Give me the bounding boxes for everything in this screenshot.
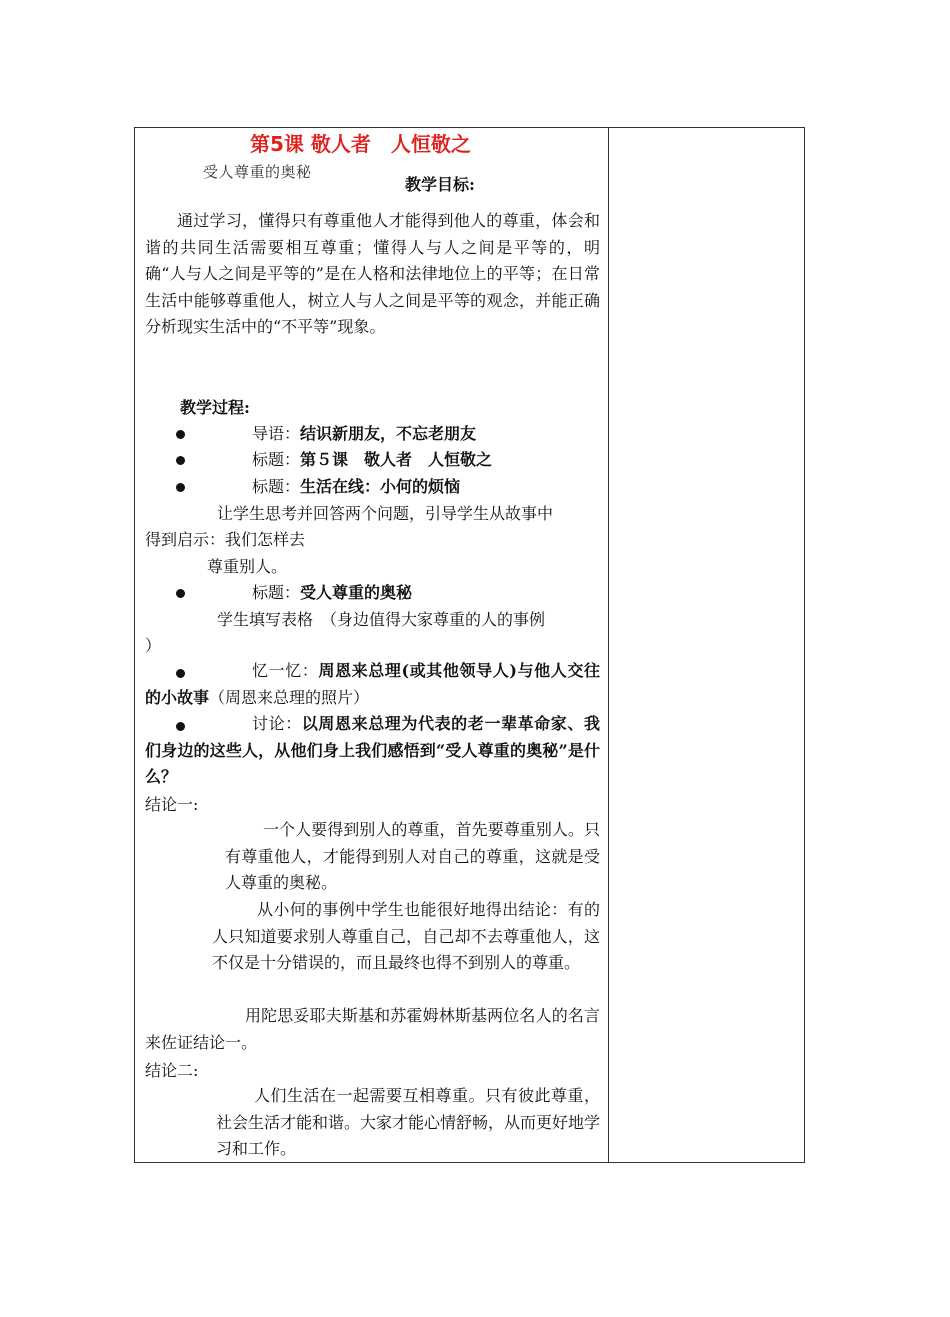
bullet-dot [176, 456, 185, 465]
item-text: 第５课 敬人者 人恒敬之 [300, 450, 493, 469]
item-text: 以周恩来总理为代表的老一辈革命家、我们身边的这些人，从他们身上我们感悟到“受人尊重的奥秘”是什么？ [145, 714, 600, 786]
item-title [252, 451, 492, 469]
story-line-1: 让学生思考并回答两个问题，引导学生从故事中 [217, 504, 554, 523]
item-discussion [145, 711, 600, 791]
story-line-2: 得到启示：我们怎样去 [145, 530, 306, 549]
item-text: 生活在线：小何的烦恼 [300, 477, 461, 496]
lesson-title: 第5课 敬人者 人恒敬之 [250, 132, 471, 156]
item-recall [145, 658, 600, 711]
item-text: 结识新朋友，不忘老朋友 [300, 424, 477, 443]
item-label: 标题： [252, 477, 301, 496]
item-label: 讨论： [252, 714, 302, 733]
bullet-dot [176, 589, 185, 598]
story-line-3: 尊重别人。 [207, 557, 288, 576]
column-divider [608, 128, 609, 1162]
conclusion-2-paragraph: 人们生活在一起需要互相尊重。只有彼此尊重，社会生活才能和谐。大家才能心情舒畅，从而更好地学习和工作。 [216, 1086, 601, 1158]
bullet-dot [176, 430, 185, 439]
item-label: 标题： [252, 450, 301, 469]
table-line-2: ） [145, 636, 162, 655]
item-text: 周恩来总理(或其他领导人)与他人交往的小故事 [145, 661, 600, 707]
conclusion-1-paragraph-1: 一个人要得到别人的尊重，首先要尊重别人。只有尊重他人，才能得到别人对自己的尊重，这就是受人尊重的奥秘。 [225, 820, 600, 892]
bullet-dot [176, 483, 185, 492]
lesson-table [134, 127, 805, 1163]
objectives-heading: 教学目标: [405, 175, 475, 194]
item-life-online [252, 478, 460, 496]
item-intro [252, 425, 476, 443]
objectives-paragraph: 通过学习，懂得只有尊重他人才能得到他人的尊重，体会和谐的共同生活需要相互尊重；懂得人与人之间是平等的，明确“人与人之间是平等的”是在人格和法律地位上的平等；在日常生活中能够尊重他人，树立人与人之间是平等的观念，并能正确分析现实生活中的“不平等”现象。 [145, 211, 600, 336]
process-heading: 教学过程: [180, 398, 250, 417]
item-text: 受人尊重的奥秘 [300, 583, 413, 602]
conclusion-1-paragraph-3: 用陀思妥耶夫斯基和苏霍姆林斯基两位名人的名言来佐证结论一。 [145, 1006, 600, 1052]
item-respect-secret [252, 584, 412, 602]
item-label: 导语： [252, 424, 301, 443]
item-label: 标题： [252, 583, 301, 602]
conclusion-1-paragraph-2: 从小何的事例中学生也能很好地得出结论：有的人只知道要求别人尊重自己，自己却不去尊重他人，这不仅是十分错误的，而且最终也得不到别人的尊重。 [212, 900, 600, 972]
table-line-1: 学生填写表格 （身边值得大家尊重的人的事例 [217, 610, 546, 629]
item-label: 忆一忆： [252, 661, 319, 680]
item-note: （周恩来总理的照片） [209, 687, 370, 707]
conclusion-2-label: 结论二: [145, 1061, 199, 1080]
lesson-content-cell [135, 128, 608, 1162]
conclusion-1-label: 结论一: [145, 795, 199, 814]
subtitle-image: 受人尊重的奥秘 [203, 163, 312, 181]
